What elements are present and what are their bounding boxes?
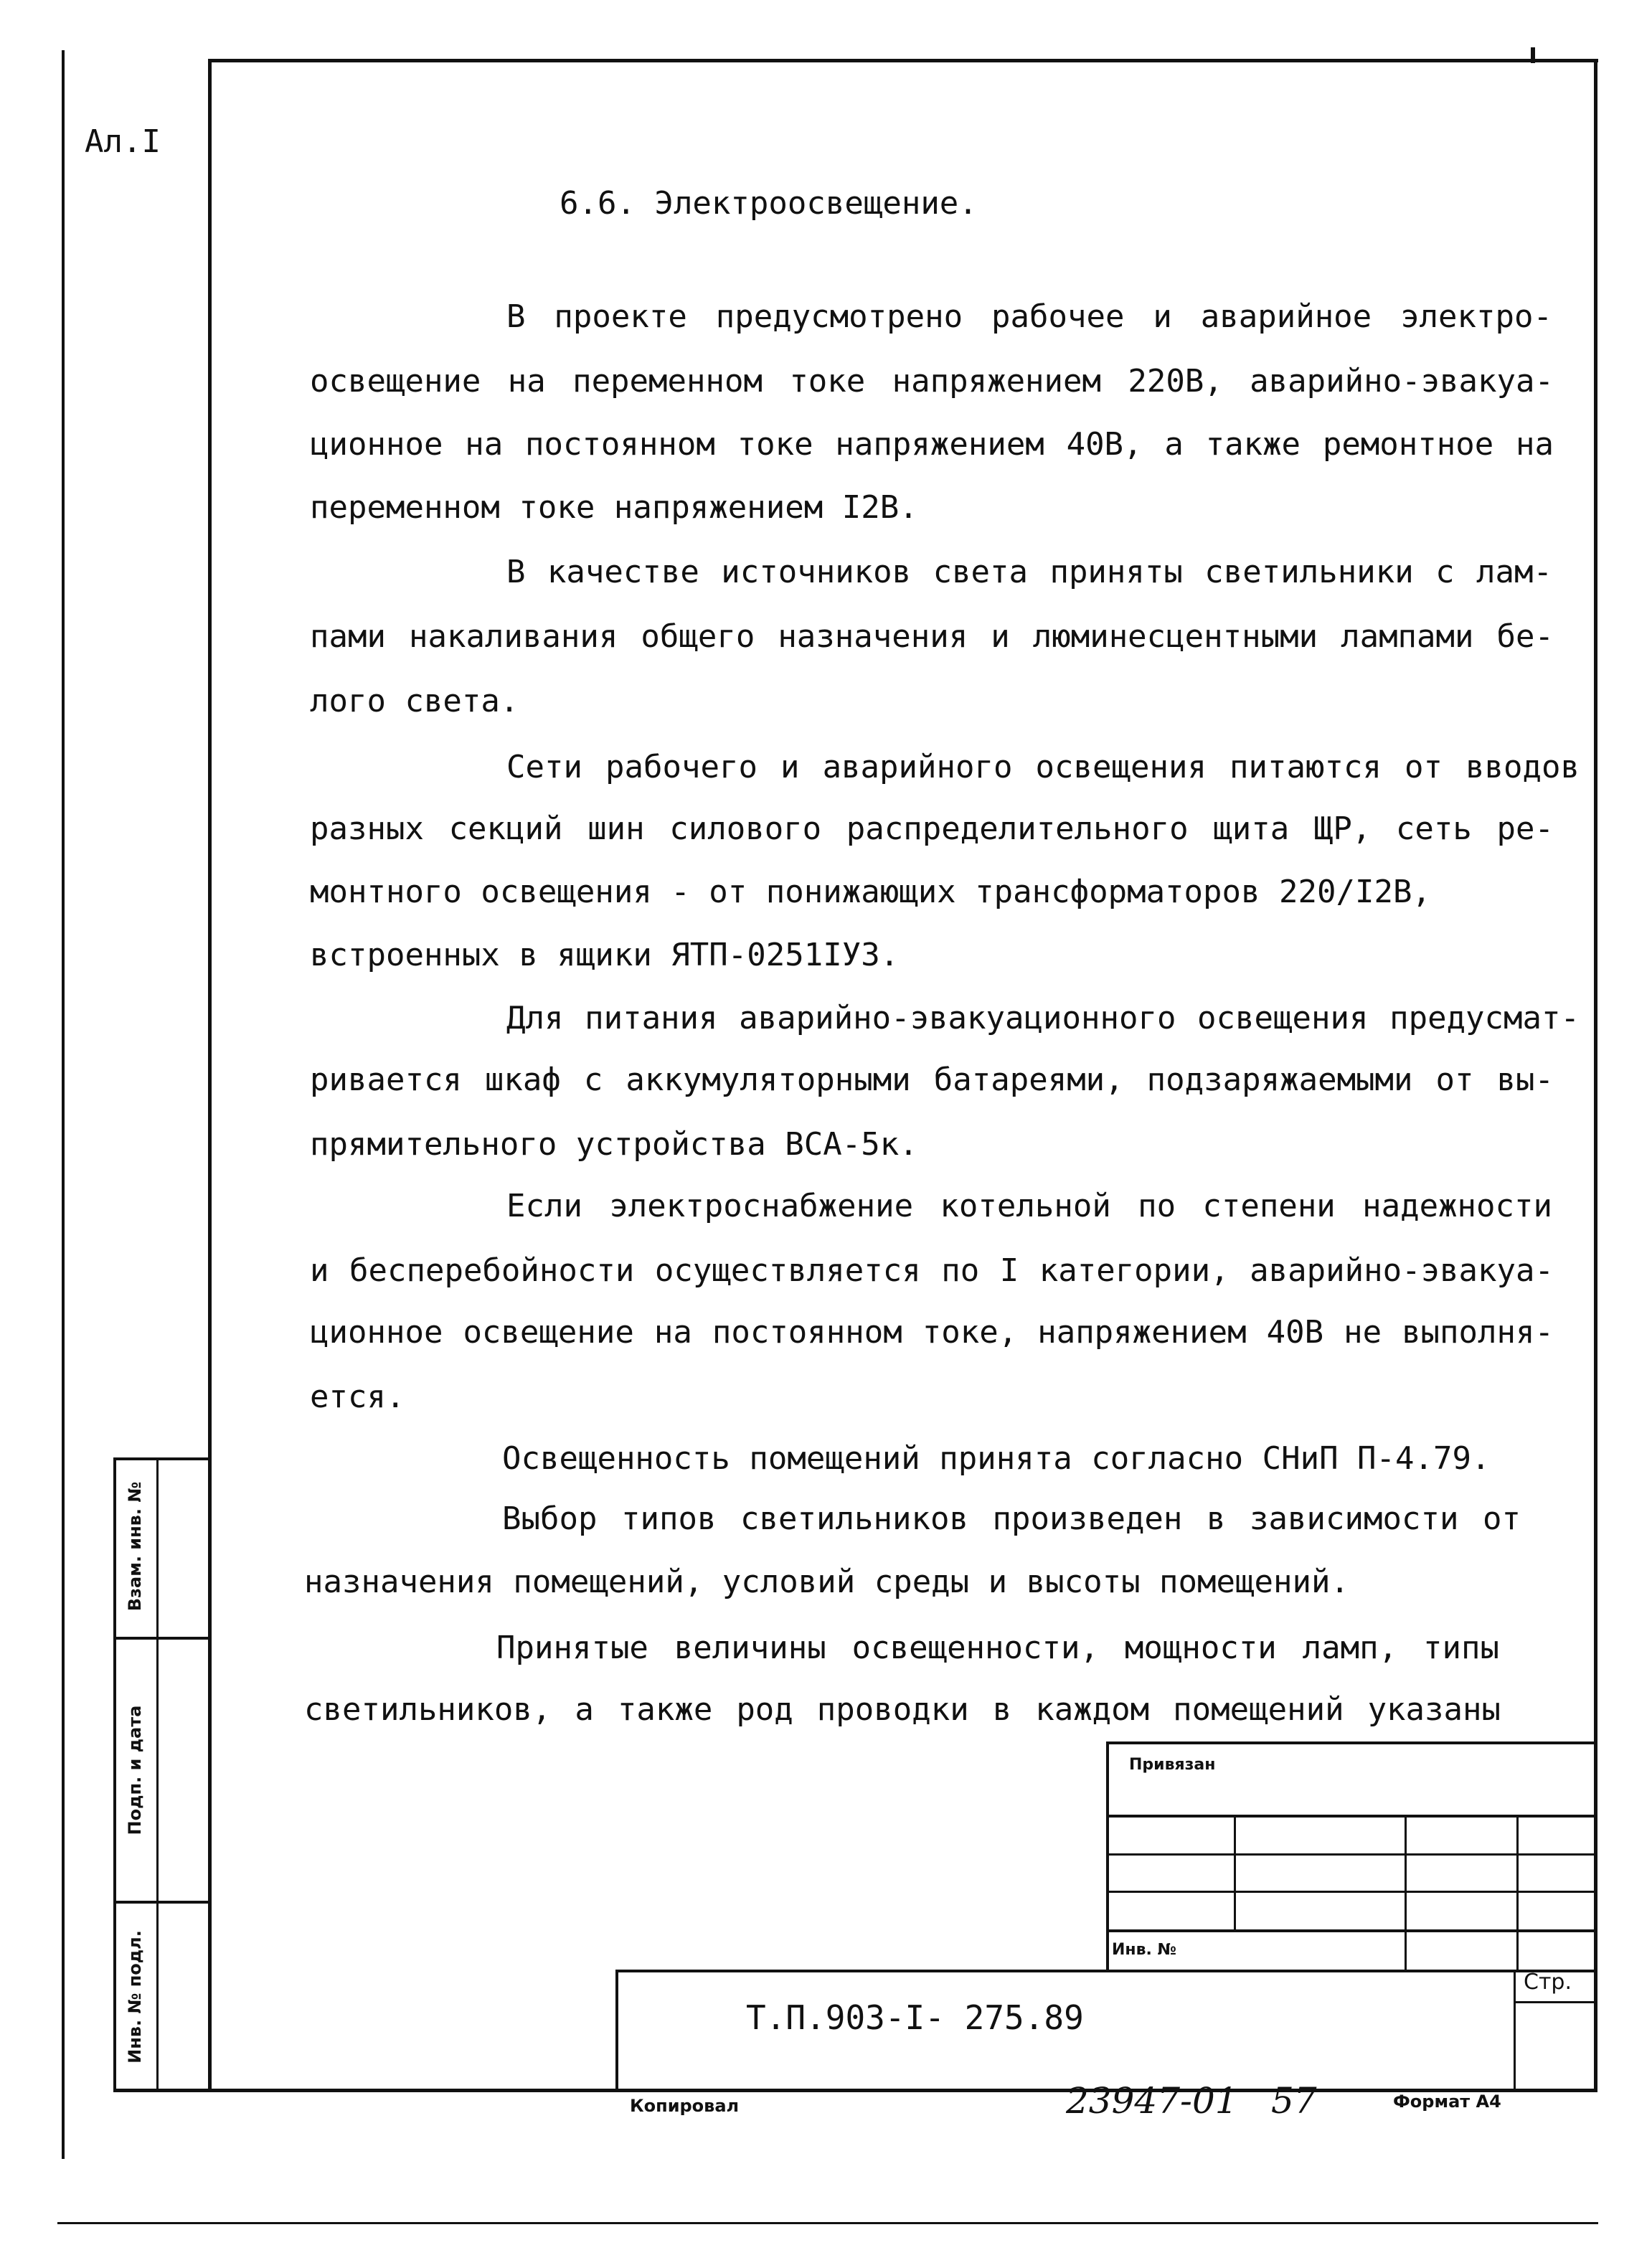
bound-label: Привязан bbox=[1129, 1756, 1216, 1774]
sheet-label: Ал.I bbox=[85, 123, 161, 160]
page-label: Стр. bbox=[1524, 1970, 1572, 1995]
format-label: Формат А4 bbox=[1393, 2092, 1501, 2112]
paragraph-line: переменном токе напряжением I2В. bbox=[310, 489, 918, 526]
tb-row4 bbox=[1106, 1929, 1597, 1932]
side-col-top bbox=[113, 1457, 211, 1460]
tb-row1 bbox=[1106, 1815, 1597, 1818]
paragraph-line: В качестве источников света приняты светильники с лам- bbox=[506, 554, 1552, 590]
frame-top bbox=[208, 59, 1598, 62]
page-bottom-line bbox=[57, 2222, 1598, 2224]
side-col-div2 bbox=[113, 1901, 211, 1904]
paragraph-line: назначения помещений, условий среды и высоты помещений. bbox=[304, 1564, 1349, 1600]
tb-page-col bbox=[1514, 1970, 1516, 2092]
order-number: 23947-01 bbox=[1066, 2080, 1238, 2122]
paragraph-line: прямительного устройства ВСА-5к. bbox=[310, 1126, 918, 1163]
tb-col3 bbox=[1516, 1815, 1519, 1970]
sign-date-label: Подп. и дата bbox=[125, 1705, 145, 1835]
tb-col2 bbox=[1405, 1815, 1407, 1970]
side-col-left bbox=[113, 1457, 116, 2092]
tb-row3 bbox=[1106, 1891, 1597, 1893]
paragraph-line: ривается шкаф с аккумуляторными батареями, подзаряжаемыми от вы- bbox=[310, 1062, 1554, 1098]
paragraph-line: встроенных в ящики ЯТП-0251IУЗ. bbox=[310, 937, 900, 973]
sheet-number: 57 bbox=[1271, 2080, 1317, 2122]
paragraph-line: Освещенность помещений принята согласно СНиП П-4.79. bbox=[502, 1440, 1491, 1477]
section-heading: 6.6. Электроосвещение. bbox=[560, 185, 978, 222]
replace-inv-label: Взам. инв. № bbox=[125, 1481, 145, 1612]
paragraph-line: ется. bbox=[310, 1379, 405, 1415]
paragraph-line: Принятые величины освещенности, мощности ламп, типы bbox=[496, 1630, 1499, 1666]
paragraph-line: лого света. bbox=[310, 683, 519, 719]
tb-row2 bbox=[1106, 1853, 1597, 1856]
frame-bottom bbox=[113, 2089, 1597, 2092]
paragraph-line: В проекте предусмотрено рабочее и аварийное электро- bbox=[506, 298, 1552, 335]
copied-label: Копировал bbox=[630, 2096, 740, 2116]
inv-no-label: Инв. № bbox=[1112, 1941, 1177, 1959]
paragraph-line: светильников, а также род проводки в каждом помещений указаны bbox=[304, 1691, 1501, 1728]
paragraph-line: Сети рабочего и аварийного освещения питаются от вводов bbox=[506, 749, 1580, 785]
frame-left bbox=[208, 59, 212, 2092]
paragraph-line: Для питания аварийно-эвакуационного освещения предусмат- bbox=[506, 1000, 1580, 1036]
paragraph-line: Если электроснабжение котельной по степени надежности bbox=[506, 1188, 1552, 1224]
tb-main-left bbox=[615, 1970, 618, 2092]
paragraph-line: освещение на переменном токе напряжением 220В, аварийно-эвакуа- bbox=[310, 363, 1554, 400]
paragraph-line: монтного освещения - от понижающих трансформаторов 220/I2В, bbox=[310, 874, 1431, 910]
corner-tick bbox=[1531, 47, 1535, 63]
paragraph-line: пами накаливания общего назначения и люминесцентными лампами бе- bbox=[310, 618, 1554, 655]
document-code: Т.П.903-I- 275.89 bbox=[746, 1998, 1084, 2037]
paragraph-line: разных секций шин силового распределительного щита ЩР, сеть ре- bbox=[310, 810, 1554, 847]
frame-right bbox=[1594, 59, 1597, 2092]
paragraph-line: ционное освещение на постоянном токе, напряжением 40В не выполня- bbox=[310, 1314, 1554, 1351]
side-col-inner bbox=[156, 1457, 159, 2092]
paragraph-line: Выбор типов светильников произведен в зависимости от bbox=[502, 1500, 1521, 1537]
binding-margin-line bbox=[62, 50, 65, 2159]
tb-upper-left bbox=[1106, 1741, 1109, 1970]
inv-no-orig-label: Инв. № подл. bbox=[125, 1930, 145, 2064]
tb-page-row bbox=[1514, 2001, 1597, 2003]
side-col-div1 bbox=[113, 1637, 211, 1640]
paragraph-line: и бесперебойности осуществляется по I категории, аварийно-эвакуа- bbox=[310, 1252, 1554, 1289]
tb-upper-top bbox=[1106, 1741, 1597, 1744]
paragraph-line: ционное на постоянном токе напряжением 40В, а также ремонтное на bbox=[310, 426, 1554, 463]
tb-main-top bbox=[615, 1970, 1597, 1972]
tb-col1 bbox=[1234, 1815, 1236, 1932]
